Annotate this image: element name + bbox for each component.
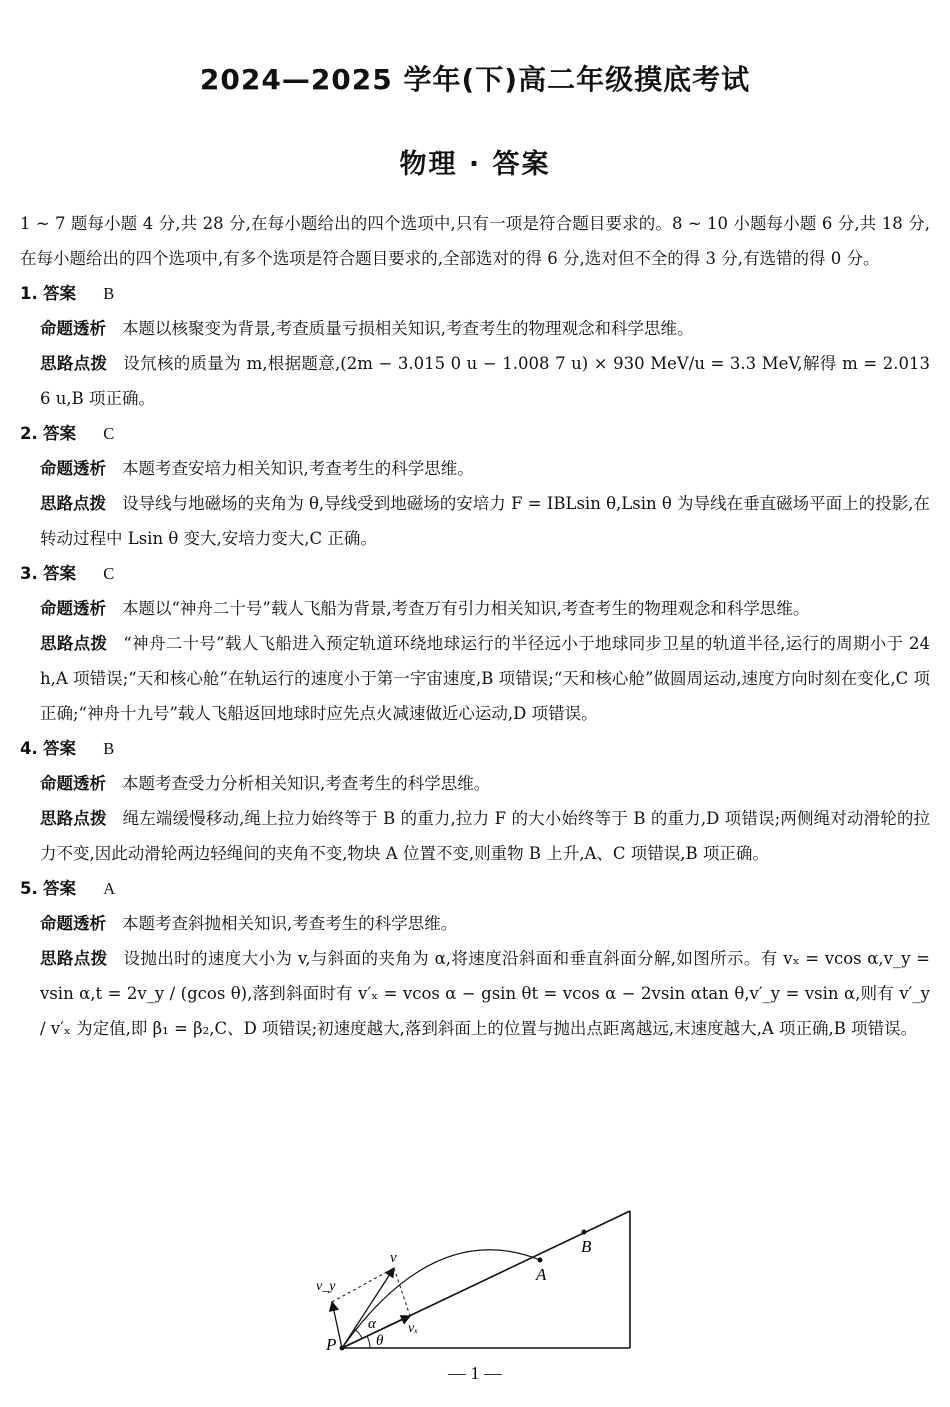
analysis-paragraph [20, 451, 930, 486]
dashed-construction-1 [332, 1268, 394, 1302]
theta-arc [367, 1336, 370, 1348]
analysis-paragraph [20, 311, 930, 346]
question-1-header [20, 276, 930, 311]
answer-label: 答案 [43, 284, 76, 303]
hint-label: 思路点拨 [40, 494, 107, 513]
hint-label: 思路点拨 [40, 634, 108, 653]
analysis-text: 本题考查受力分析相关知识,考查考生的科学思维。 [122, 774, 491, 793]
question-4-header [20, 731, 930, 766]
analysis-text: 本题考查安培力相关知识,考查考生的科学思维。 [122, 459, 474, 478]
hint-text: “神舟二十号”载人飞船进入预定轨道环绕地球运行的半径远小于地球同步卫星的轨道半径,运行的周期小于 24 h,A 项错误;“天和核心舱”在轨运行的速度小于第一宇宙速度,B 项错误;“天和核心舱”做圆周运动,速度方向时刻在变化,C 项正确;“神舟十九号”载人飞船返回地球时应先点火减速做近心运动,D 项错误。 [40, 634, 930, 723]
hint-label: 思路点拨 [40, 949, 108, 968]
analysis-text: 本题以“神舟二十号”载人飞船为背景,考查万有引力相关知识,考查考生的物理观念和科学思维。 [122, 599, 810, 618]
question-1 [20, 276, 930, 416]
page-number: — 1 — [448, 1363, 502, 1383]
question-number: 1. [20, 284, 38, 303]
hint-paragraph [20, 941, 930, 1046]
hint-paragraph [20, 626, 930, 731]
alpha-arc [354, 1329, 362, 1338]
question-number: 2. [20, 424, 38, 443]
question-3-header [20, 556, 930, 591]
question-number: 3. [20, 564, 38, 583]
answer-label: 答案 [43, 564, 76, 583]
point-A-dot [538, 1258, 543, 1263]
incline-projectile-diagram [300, 1208, 650, 1364]
analysis-label: 命题透析 [40, 459, 106, 478]
analysis-label: 命题透析 [40, 914, 106, 933]
dashed-construction-2 [394, 1268, 410, 1316]
answer-value: A [103, 879, 116, 898]
label-theta: θ [376, 1333, 384, 1349]
exam-title: 2024—2025 学年(下)高二年级摸底考试 [199, 63, 751, 96]
label-vy: v_y [316, 1279, 336, 1294]
answer-label: 答案 [43, 739, 76, 758]
hint-text: 设氘核的质量为 m,根据题意,(2m − 3.015 0 u − 1.008 7 u) × 930 MeV/u = 3.3 MeV,解得 m = 2.013 6 u,B 项正确。 [40, 354, 930, 408]
hint-paragraph [20, 346, 930, 416]
label-P: P [326, 1335, 337, 1354]
hint-paragraph [20, 801, 930, 871]
answer-value: C [103, 564, 115, 583]
question-2-header [20, 416, 930, 451]
question-number: 5. [20, 879, 38, 898]
analysis-text: 本题以核聚变为背景,考查质量亏损相关知识,考查考生的物理观念和科学思维。 [122, 319, 694, 338]
label-B: B [581, 1237, 592, 1256]
hint-text: 绳左端缓慢移动,绳上拉力始终等于 B 的重力,拉力 F 的大小始终等于 B 的重力,D 项错误;两侧绳对动滑轮的拉力不变,因此动滑轮两边轻绳间的夹角不变,物块 A 位置不变,则重物 B 上升,A、C 项错误,B 项正确。 [40, 809, 931, 863]
analysis-paragraph [20, 906, 930, 941]
answer-body [20, 206, 930, 1046]
question-number: 4. [20, 739, 38, 758]
point-B-dot [582, 1230, 587, 1235]
hint-text: 设抛出时的速度大小为 v,与斜面的夹角为 α,将速度沿斜面和垂直斜面分解,如图所示。有 vₓ = vcos α,v_y = vsin α,t = 2v_y / (gcos θ),落到斜面时有 v′ₓ = vcos α − gsin θt = vcos α − 2vsin αtan θ,v′_y = vsin α,则有 v′_y / v′ₓ 为定值,即 β₁ = β₂,C、D 项错误;初速度越大,落到斜面上的位置与抛出点距离越远,末速度越大,A 项正确,B 项错误。 [40, 949, 931, 1038]
exam-subtitle: 物理 · 答案 [399, 149, 551, 180]
analysis-label: 命题透析 [40, 599, 106, 618]
answer-value: B [103, 739, 115, 758]
hint-label: 思路点拨 [40, 809, 107, 828]
answer-value: B [103, 284, 115, 303]
label-v: v [390, 1250, 397, 1266]
question-4 [20, 731, 930, 871]
label-vx: vₓ [408, 1321, 419, 1336]
question-5-header [20, 871, 930, 906]
label-A: A [536, 1265, 547, 1284]
label-alpha: α [368, 1316, 376, 1332]
analysis-label: 命题透析 [40, 774, 106, 793]
answer-label: 答案 [43, 879, 76, 898]
question-5 [20, 871, 930, 1046]
analysis-label: 命题透析 [40, 319, 106, 338]
hint-text: 设导线与地磁场的夹角为 θ,导线受到地磁场的安培力 F = IBLsin θ,Lsin θ 为导线在垂直磁场平面上的投影,在转动过程中 Lsin θ 变大,安培力变大,C 正确。 [40, 494, 931, 548]
question-2 [20, 416, 930, 556]
scoring-instructions: 1 ~ 7 题每小题 4 分,共 28 分,在每小题给出的四个选项中,只有一项是符合题目要求的。8 ~ 10 小题每小题 6 分,共 18 分,在每小题给出的四个选项中,有多个选项是符合题目要求的,全部选对的得 6 分,选对但不全的得 3 分,有选错的得 0 分。 [20, 214, 930, 268]
analysis-paragraph [20, 591, 930, 626]
hint-label: 思路点拨 [40, 354, 108, 373]
question-3 [20, 556, 930, 731]
hint-paragraph [20, 486, 930, 556]
analysis-paragraph [20, 766, 930, 801]
answer-label: 答案 [43, 424, 76, 443]
answer-value: C [103, 424, 115, 443]
analysis-text: 本题考查斜抛相关知识,考查考生的科学思维。 [122, 914, 458, 933]
